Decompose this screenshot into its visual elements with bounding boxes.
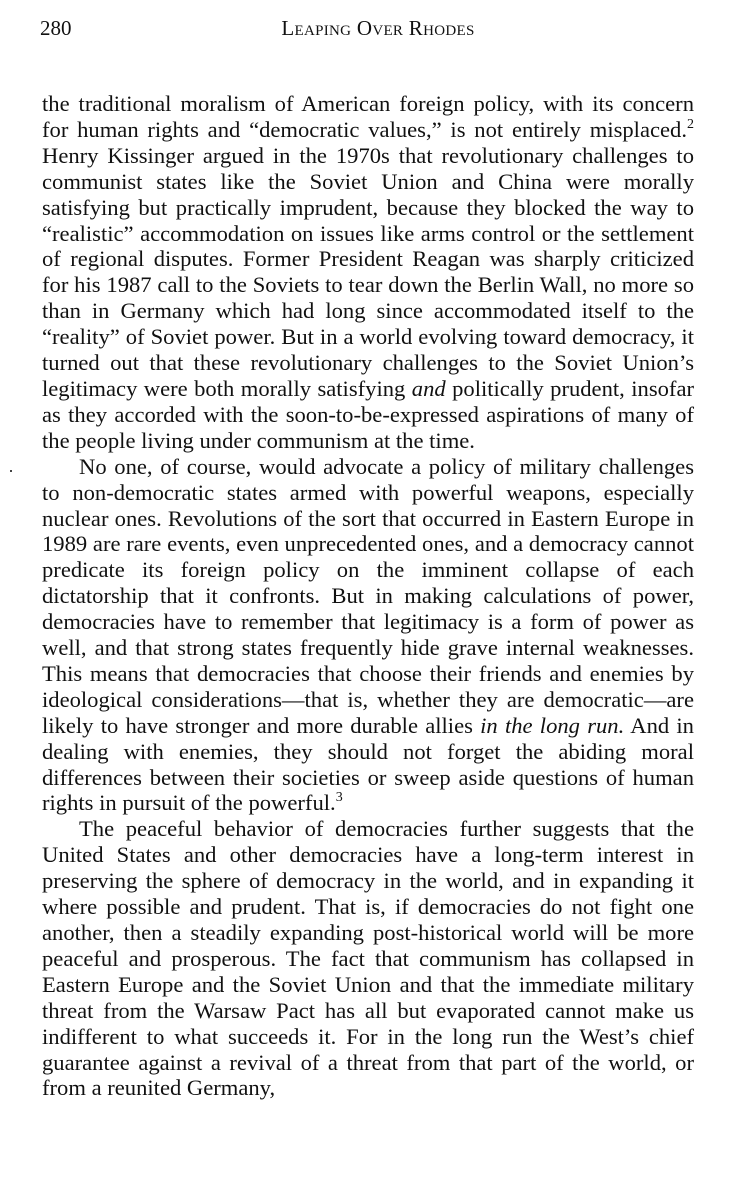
paragraph-1-text-a: the traditional moralism of American foreign policy, with its concern for human rights and “democratic values,” is not entirely misplaced. bbox=[42, 91, 694, 142]
page-number: 280 bbox=[40, 16, 72, 40]
paragraph-1-text-b: Henry Kissinger argued in the 1970s that revolutionary challenges to communist states like the Soviet Union and China were morally satisfying but practically imprudent, because they blocked the way to “realistic” accommodation on issues like arms control or the settlement of regional disputes. Former President Reagan was sharply criticized for his 1987 call to the Soviets to tear down the Berlin Wall, no more so than in Germany which had long since accommodated itself to the “reality” of Soviet power. But in a world evolving toward democracy, it turned out that these revolutionary challenges to the Soviet Union’s legitimacy were both morally satisfying bbox=[42, 142, 694, 401]
paragraph-2-text-a: No one, of course, would advocate a policy of military challenges to non-democratic states armed with powerful weapons, especially nuclear ones. Revolutions of the sort that occurred in Eastern Europe in 1989 are rare events, even unprecedented ones, and a democracy cannot predicate its foreign policy on the imminent collapse of each dictatorship that it confronts. But in making calculations of power, democracies have to remember that legitimacy is a form of power as well, and that strong states frequently hide grave internal weaknesses. This means that democracies that choose their friends and enemies by ideological considerations—that is, whether they are democratic—are likely to have stronger and more durable allies bbox=[42, 453, 694, 738]
body-text bbox=[42, 91, 694, 1101]
footnote-ref-3: 3 bbox=[335, 790, 343, 806]
paragraph-1 bbox=[42, 91, 694, 454]
scan-speck bbox=[10, 470, 12, 472]
paragraph-2-emphasis: in the long run. bbox=[480, 712, 625, 738]
paragraph-3-text: The peaceful behavior of democracies further suggests that the United States and other democracies have a long-term interest in preserving the sphere of democracy in the world, and in expanding it where possible and prudent. That is, if democracies do not fight one another, then a steadily expanding post-historical world will be more peaceful and prosperous. The fact that communism has collapsed in Eastern Europe and the Soviet Union and that the immediate military threat from the Warsaw Pact has all but evaporated cannot make us indifferent to what succeeds it. For in the long run the West’s chief guarantee against a revival of a threat from that part of the world, or from a reunited Germany, bbox=[42, 816, 694, 1101]
book-page bbox=[40, 14, 694, 1101]
paragraph-1-text-c: politically prudent, insofar as they accorded with the soon-to-be-expressed aspirations of many of the people living under communism at the time. bbox=[42, 375, 694, 453]
running-title: Leaping Over Rhodes bbox=[281, 16, 475, 40]
paragraph-2-text-b: And in dealing with enemies, they should not forget the abiding moral differences between their societies or sweep aside questions of human rights in pursuit of the powerful. bbox=[42, 712, 694, 816]
paragraph-1-emphasis: and bbox=[411, 375, 446, 401]
paragraph-2 bbox=[42, 454, 694, 817]
paragraph-3 bbox=[42, 816, 694, 1101]
footnote-ref-2: 2 bbox=[687, 116, 694, 132]
page-header bbox=[42, 14, 694, 54]
